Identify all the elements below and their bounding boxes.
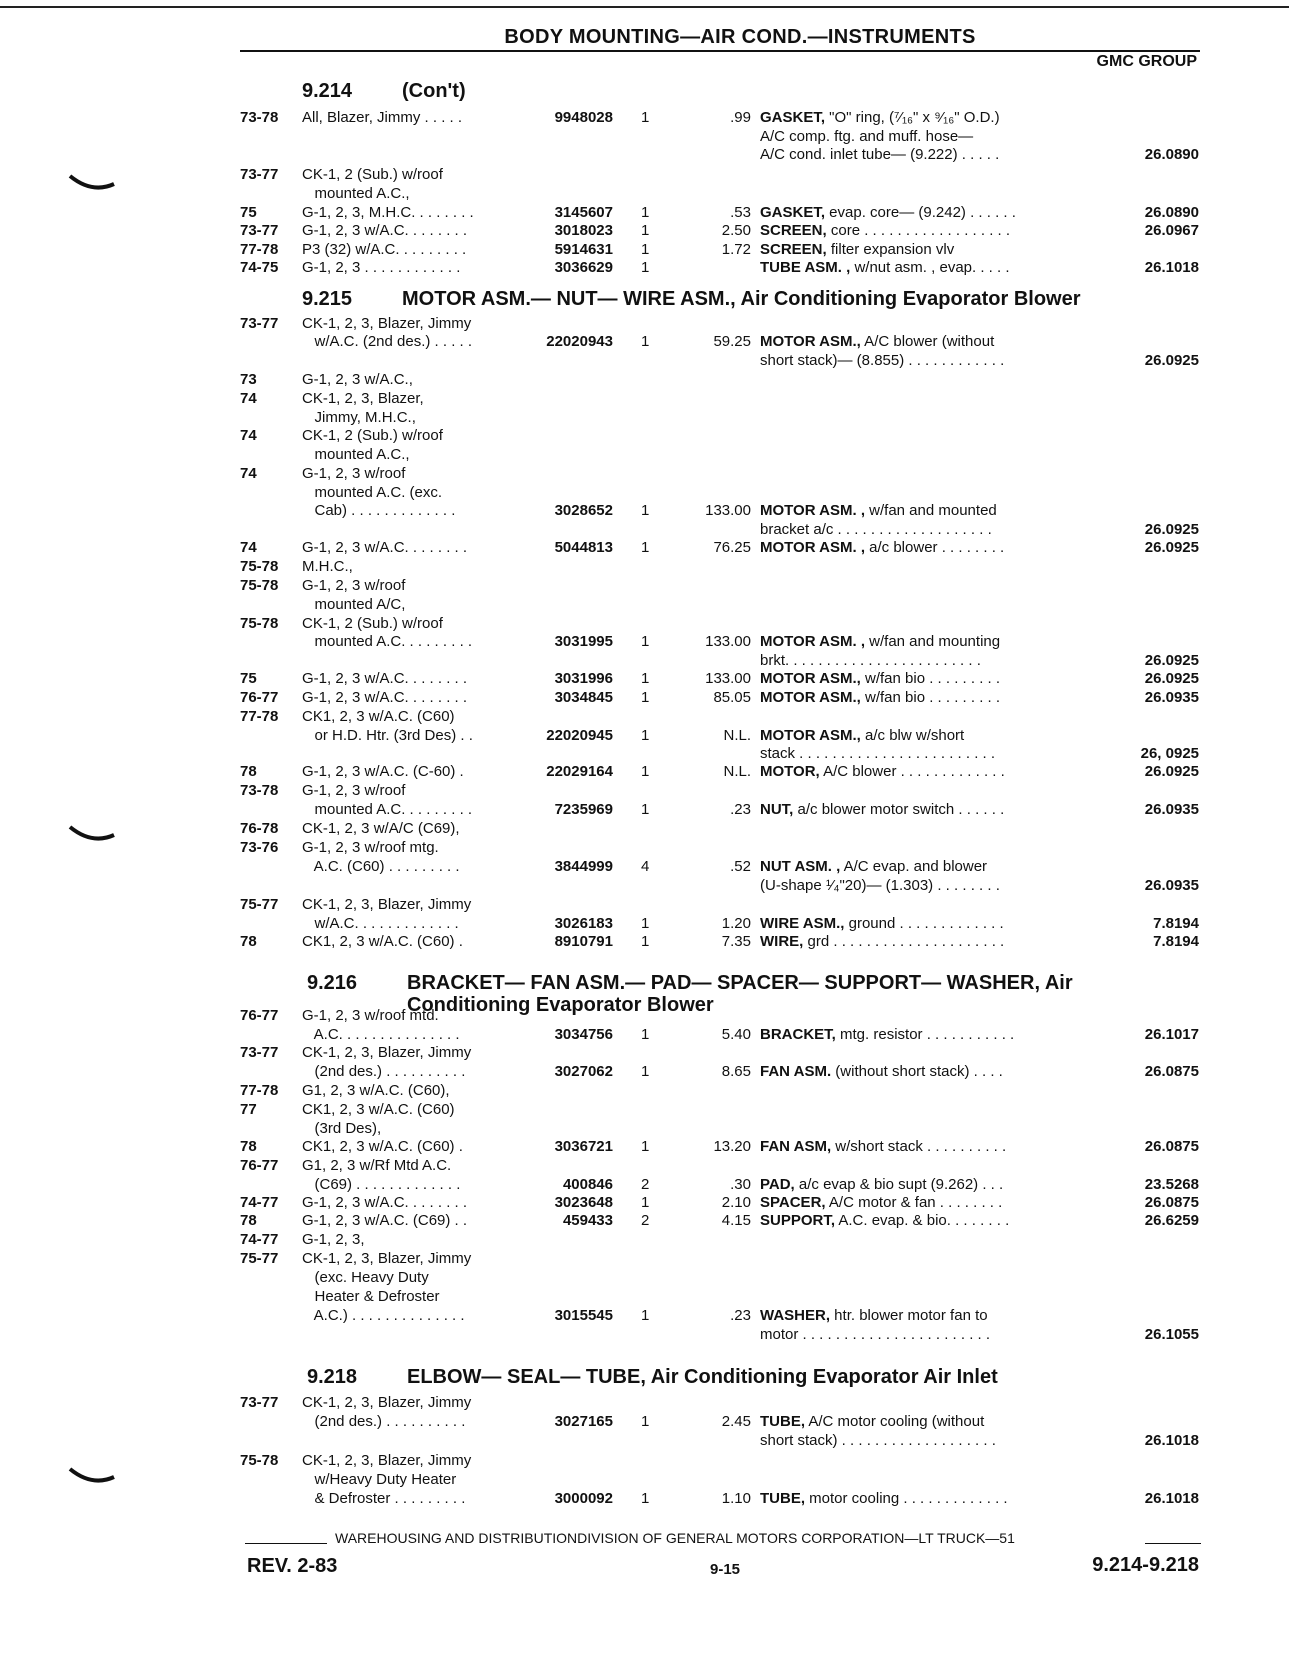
application: G-1, 2, 3 w/A.C. . . . . . . .	[302, 222, 468, 239]
application: G-1, 2, 3 w/A.C. . . . . . . .	[302, 1194, 468, 1211]
model-years: 73-78	[240, 782, 279, 799]
quantity: 1	[641, 109, 650, 126]
part-number: 3023648	[554, 1194, 613, 1211]
part-number: 5914631	[554, 241, 613, 258]
application: or H.D. Htr. (3rd Des) . .	[302, 727, 473, 744]
description: NUT, a/c blower motor switch . . . . . .	[760, 801, 1005, 818]
application: (exc. Heavy Duty	[302, 1269, 429, 1286]
model-years: 74	[240, 390, 257, 407]
application: G1, 2, 3 w/Rf Mtd A.C.	[302, 1157, 452, 1174]
model-years: 77-78	[240, 708, 279, 725]
part-number: 400846	[562, 1176, 613, 1193]
description: TUBE, A/C motor cooling (without	[760, 1413, 985, 1430]
application: CK-1, 2 (Sub.) w/roof	[302, 615, 443, 632]
catalog-group-number: 26.0925	[1144, 539, 1199, 556]
model-years: 75-78	[240, 615, 279, 632]
description-part-name: FAN ASM.	[760, 1063, 832, 1080]
description: MOTOR ASM., w/fan bio . . . . . . . . .	[760, 689, 1001, 706]
model-years: 73-78	[240, 109, 279, 126]
part-number: 3027062	[554, 1063, 613, 1080]
application: G-1, 2, 3 w/roof mtg.	[302, 839, 439, 856]
application: G-1, 2, 3 . . . . . . . . . . . .	[302, 259, 461, 276]
part-number: 3026183	[554, 915, 613, 932]
quantity: 1	[641, 763, 650, 780]
description: motor . . . . . . . . . . . . . . . . . . . . . . .	[760, 1326, 991, 1343]
quantity: 1	[641, 1413, 650, 1430]
application: (3rd Des),	[302, 1120, 382, 1137]
application: A.C. (C60) . . . . . . . . .	[302, 858, 460, 875]
catalog-group-number: 26.1018	[1144, 259, 1199, 276]
description: WIRE, grd . . . . . . . . . . . . . . . . . . . . .	[760, 933, 1005, 950]
quantity: 1	[641, 502, 650, 519]
application: w/A.C. . . . . . . . . . . . .	[302, 915, 459, 932]
catalog-group-number: 26, 0925	[1140, 745, 1199, 762]
part-number: 3027165	[554, 1413, 613, 1430]
part-number: 22020945	[546, 727, 613, 744]
top-border-line	[0, 6, 1289, 8]
description-part-name: FAN ASM,	[760, 1138, 832, 1155]
model-years: 75-77	[240, 896, 279, 913]
catalog-group-number: 26.0875	[1144, 1194, 1199, 1211]
description-part-name: TUBE,	[760, 1413, 805, 1430]
quantity: 1	[641, 1138, 650, 1155]
application: CK-1, 2, 3 w/A/C (C69),	[302, 820, 460, 837]
quantity: 1	[641, 1026, 650, 1043]
part-number: 3028652	[554, 502, 613, 519]
part-number: 3036629	[554, 259, 613, 276]
price: 133.00	[705, 633, 751, 650]
description-part-name: NUT,	[760, 801, 794, 818]
revision-label: REV. 2-83	[247, 1555, 338, 1577]
catalog-group-number: 23.5268	[1144, 1176, 1199, 1193]
description: A/C comp. ftg. and muff. hose—	[760, 128, 974, 145]
footer-rule-right	[1145, 1543, 1201, 1544]
quantity: 1	[641, 689, 650, 706]
part-number: 8910791	[554, 933, 613, 950]
application: CK1, 2, 3 w/A.C. (C60) .	[302, 1138, 463, 1155]
part-number: 22020943	[546, 333, 613, 350]
application: CK-1, 2, 3, Blazer, Jimmy	[302, 1250, 472, 1267]
application: P3 (32) w/A.C. . . . . . . . .	[302, 241, 467, 258]
model-years: 73	[240, 371, 257, 388]
catalog-group-number: 26.0890	[1144, 146, 1199, 163]
section-number: 9.216	[307, 972, 358, 994]
quantity: 1	[641, 1063, 650, 1080]
description: WASHER, htr. blower motor fan to	[760, 1307, 988, 1324]
description-part-name: MOTOR,	[760, 763, 820, 780]
description: SPACER, A/C motor & fan . . . . . . . .	[760, 1194, 1003, 1211]
description: GASKET, evap. core— (9.242) . . . . . .	[760, 204, 1016, 221]
part-number: 3145607	[554, 204, 613, 221]
model-years: 73-76	[240, 839, 279, 856]
model-years: 74	[240, 427, 257, 444]
application: mounted A.C. . . . . . . . .	[302, 801, 473, 818]
footer-text: WAREHOUSING AND DISTRIBUTIONDIVISION OF GENERAL MOTORS CORPORATION—LT TRUCK—51	[335, 1530, 1015, 1546]
application: (2nd des.) . . . . . . . . . .	[302, 1063, 466, 1080]
quantity: 1	[641, 222, 650, 239]
model-years: 77-78	[240, 241, 279, 258]
catalog-group-number: 26.1018	[1144, 1490, 1199, 1507]
description: PAD, a/c evap & bio supt (9.262) . . .	[760, 1176, 1004, 1193]
application: (2nd des.) . . . . . . . . . .	[302, 1413, 466, 1430]
quantity: 1	[641, 1490, 650, 1507]
quantity: 1	[641, 204, 650, 221]
description: FAN ASM, w/short stack . . . . . . . . . .	[760, 1138, 1007, 1155]
application: G-1, 2, 3 w/roof mtd.	[302, 1007, 439, 1024]
application: G-1, 2, 3 w/A.C.,	[302, 371, 413, 388]
part-number: 3031996	[554, 670, 613, 687]
footer-line	[245, 1530, 1201, 1546]
application: CK-1, 2, 3, Blazer, Jimmy	[302, 896, 472, 913]
application: Cab) . . . . . . . . . . . . .	[302, 502, 456, 519]
quantity: 1	[641, 1307, 650, 1324]
model-years: 75-78	[240, 558, 279, 575]
section-number: 9.218	[307, 1366, 358, 1388]
application: CK1, 2, 3 w/A.C. (C60) .	[302, 933, 463, 950]
quantity: 1	[641, 1194, 650, 1211]
description: MOTOR ASM., a/c blw w/short	[760, 727, 965, 744]
model-years: 78	[240, 933, 257, 950]
catalog-group-number: 26.0925	[1144, 521, 1199, 538]
description: SCREEN, filter expansion vlv	[760, 241, 955, 258]
application: CK-1, 2, 3, Blazer, Jimmy	[302, 1394, 472, 1411]
description: TUBE, motor cooling . . . . . . . . . . . . .	[760, 1490, 1008, 1507]
section-title: BRACKET— FAN ASM.— PAD— SPACER— SUPPORT— WASHER, Air Conditioning Evaporator Blower	[407, 972, 1073, 1016]
application: G1, 2, 3 w/A.C. (C60),	[302, 1082, 450, 1099]
description-part-name: SUPPORT,	[760, 1212, 836, 1229]
section-range: 9.214-9.218	[1092, 1554, 1199, 1576]
price: 85.05	[713, 689, 751, 706]
price: .99	[730, 109, 751, 126]
page-number: 9-15	[710, 1561, 741, 1578]
application: G-1, 2, 3 w/A.C. . . . . . . .	[302, 689, 468, 706]
description-part-name: BRACKET,	[760, 1026, 836, 1043]
application: A.C. . . . . . . . . . . . . . .	[302, 1026, 460, 1043]
quantity: 1	[641, 801, 650, 818]
model-years: 76-77	[240, 689, 279, 706]
description: MOTOR, A/C blower . . . . . . . . . . . . .	[760, 763, 1005, 780]
description-part-name: WASHER,	[760, 1307, 831, 1324]
quantity: 1	[641, 915, 650, 932]
model-years: 75	[240, 204, 257, 221]
quantity: 1	[641, 670, 650, 687]
quantity: 1	[641, 539, 650, 556]
price: .23	[730, 1307, 751, 1324]
section-title: (Con't)	[402, 80, 466, 102]
price: 76.25	[713, 539, 751, 556]
application: G-1, 2, 3,	[302, 1231, 365, 1248]
application: G-1, 2, 3 w/roof	[302, 577, 406, 594]
model-years: 77-78	[240, 1082, 279, 1099]
catalog-group-number: 26.0935	[1144, 689, 1199, 706]
binder-hole-mark-icon	[68, 823, 116, 847]
catalog-group-number: 26.0935	[1144, 877, 1199, 894]
description-part-name: MOTOR ASM.,	[760, 670, 861, 687]
description-part-name: MOTOR ASM. ,	[760, 633, 865, 650]
part-number: 3034845	[554, 689, 613, 706]
page-title: BODY MOUNTING—AIR COND.—INSTRUMENTS	[504, 26, 976, 48]
application: G-1, 2, 3 w/A.C. . . . . . . .	[302, 539, 468, 556]
application: G-1, 2, 3 w/A.C. (C69) . .	[302, 1212, 468, 1229]
model-years: 74	[240, 539, 257, 556]
description-part-name: GASKET,	[760, 109, 826, 126]
price: 5.40	[721, 1026, 751, 1043]
quantity: 2	[641, 1176, 650, 1193]
binder-hole-mark-icon	[68, 172, 116, 196]
application: w/A.C. (2nd des.) . . . . .	[302, 333, 473, 350]
description: SUPPORT, A.C. evap. & bio. . . . . . . .	[760, 1212, 1010, 1229]
catalog-group-number: 26.0935	[1144, 801, 1199, 818]
model-years: 76-77	[240, 1157, 279, 1174]
description: WIRE ASM., ground . . . . . . . . . . . . .	[760, 915, 1004, 932]
quantity: 1	[641, 633, 650, 650]
application: CK1, 2, 3 w/A.C. (C60)	[302, 1101, 455, 1118]
description: MOTOR ASM. , w/fan and mounted	[760, 502, 997, 519]
section-title: ELBOW— SEAL— TUBE, Air Conditioning Evaporator Air Inlet	[407, 1366, 998, 1388]
model-years: 74-77	[240, 1194, 279, 1211]
price: .52	[730, 858, 751, 875]
description-part-name: TUBE,	[760, 1490, 805, 1507]
quantity: 1	[641, 933, 650, 950]
part-number: 3036721	[554, 1138, 613, 1155]
catalog-group-number: 7.8194	[1153, 915, 1199, 932]
application: M.H.C.,	[302, 558, 353, 575]
description-part-name: MOTOR ASM. ,	[760, 502, 865, 519]
description-part-name: TUBE ASM. ,	[760, 259, 851, 276]
model-years: 78	[240, 763, 257, 780]
catalog-group-number: 26.0925	[1144, 652, 1199, 669]
description: (U-shape ¹⁄₄"20)— (1.303) . . . . . . . .	[760, 877, 1000, 894]
part-number: 459433	[562, 1212, 613, 1229]
model-years: 75-77	[240, 1250, 279, 1267]
part-number: 3031995	[554, 633, 613, 650]
catalog-group-number: 26.1017	[1144, 1026, 1199, 1043]
part-number: 22029164	[546, 763, 613, 780]
application: CK-1, 2 (Sub.) w/roof	[302, 166, 443, 183]
model-years: 73-77	[240, 315, 279, 332]
description-part-name: SCREEN,	[760, 241, 827, 258]
catalog-group-number: 7.8194	[1153, 933, 1199, 950]
description-part-name: PAD,	[760, 1176, 795, 1193]
model-years: 73-77	[240, 222, 279, 239]
price: 1.10	[721, 1490, 751, 1507]
application: mounted A.C.,	[302, 446, 410, 463]
price: N.L.	[723, 763, 751, 780]
price: .23	[730, 801, 751, 818]
catalog-group-number: 26.0875	[1144, 1063, 1199, 1080]
application: CK-1, 2, 3, Blazer, Jimmy	[302, 1452, 472, 1469]
model-years: 75	[240, 670, 257, 687]
price: 8.65	[721, 1063, 751, 1080]
application: CK1, 2, 3 w/A.C. (C60)	[302, 708, 455, 725]
application: CK-1, 2, 3, Blazer,	[302, 390, 424, 407]
catalog-group-number: 26.0925	[1144, 763, 1199, 780]
application: mounted A/C,	[302, 596, 406, 613]
application: mounted A.C.,	[302, 185, 410, 202]
price: 59.25	[713, 333, 751, 350]
model-years: 73-77	[240, 166, 279, 183]
description-part-name: WIRE ASM.,	[760, 915, 845, 932]
model-years: 75-78	[240, 1452, 279, 1469]
description: GASKET, "O" ring, (⁷⁄₁₆" x ⁹⁄₁₆" O.D.)	[760, 109, 1000, 126]
application: mounted A.C. . . . . . . . .	[302, 633, 473, 650]
catalog-group-number: 26.1055	[1144, 1326, 1199, 1343]
catalog-group-number: 26.0875	[1144, 1138, 1199, 1155]
description: FAN ASM. (without short stack) . . . .	[760, 1063, 1003, 1080]
application: w/Heavy Duty Heater	[302, 1471, 457, 1488]
application: G-1, 2, 3 w/A.C. . . . . . . .	[302, 670, 468, 687]
price: 2.50	[721, 222, 751, 239]
price: 133.00	[705, 670, 751, 687]
application: G-1, 2, 3 w/A.C. (C-60) .	[302, 763, 464, 780]
model-years: 78	[240, 1212, 257, 1229]
catalog-group-number: 26.0925	[1144, 352, 1199, 369]
section-number: 9.215	[302, 288, 353, 310]
part-number: 3034756	[554, 1026, 613, 1043]
description: A/C cond. inlet tube— (9.222) . . . . .	[760, 146, 1000, 163]
price: 1.72	[721, 241, 751, 258]
description-part-name: GASKET,	[760, 204, 826, 221]
price: .53	[730, 204, 751, 221]
price: 133.00	[705, 502, 751, 519]
description: MOTOR ASM. , a/c blower . . . . . . . .	[760, 539, 1005, 556]
catalog-group-number: 26.1018	[1144, 1432, 1199, 1449]
description-part-name: MOTOR ASM.,	[760, 333, 861, 350]
description: short stack)— (8.855) . . . . . . . . . . . .	[760, 352, 1005, 369]
part-number: 5044813	[554, 539, 613, 556]
price: 4.15	[721, 1212, 751, 1229]
description: short stack) . . . . . . . . . . . . . . . . . . .	[760, 1432, 996, 1449]
catalog-group-number: 26.0967	[1144, 222, 1199, 239]
model-years: 74-77	[240, 1231, 279, 1248]
header-rule	[240, 50, 1200, 52]
application: All, Blazer, Jimmy . . . . .	[302, 109, 463, 126]
price: 1.20	[721, 915, 751, 932]
description: stack . . . . . . . . . . . . . . . . . . . . . . . .	[760, 745, 996, 762]
application: G-1, 2, 3, M.H.C. . . . . . . .	[302, 204, 474, 221]
model-years: 76-78	[240, 820, 279, 837]
application: CK-1, 2, 3, Blazer, Jimmy	[302, 1044, 472, 1061]
section-title: MOTOR ASM.— NUT— WIRE ASM., Air Conditioning Evaporator Blower	[402, 288, 1081, 310]
model-years: 77	[240, 1101, 257, 1118]
description: bracket a/c . . . . . . . . . . . . . . . . . . .	[760, 521, 992, 538]
price: 7.35	[721, 933, 751, 950]
description-part-name: NUT ASM. ,	[760, 858, 841, 875]
application: (C69) . . . . . . . . . . . . .	[302, 1176, 461, 1193]
part-number: 9948028	[554, 109, 613, 126]
quantity: 1	[641, 241, 650, 258]
description: brkt. . . . . . . . . . . . . . . . . . . . . . . .	[760, 652, 981, 669]
price: 13.20	[713, 1138, 751, 1155]
description: MOTOR ASM., A/C blower (without	[760, 333, 995, 350]
quantity: 4	[641, 858, 650, 875]
model-years: 74	[240, 465, 257, 482]
description-part-name: SPACER,	[760, 1194, 826, 1211]
price: 2.10	[721, 1194, 751, 1211]
application: Jimmy, M.H.C.,	[302, 409, 416, 426]
application: G-1, 2, 3 w/roof	[302, 782, 406, 799]
price: N.L.	[723, 727, 751, 744]
quantity: 2	[641, 1212, 650, 1229]
description: SCREEN, core . . . . . . . . . . . . . . . . . .	[760, 222, 1011, 239]
description-part-name: SCREEN,	[760, 222, 827, 239]
part-number: 7235969	[554, 801, 613, 818]
description: BRACKET, mtg. resistor . . . . . . . . . . .	[760, 1026, 1015, 1043]
footer-rule-left	[245, 1543, 327, 1544]
catalog-group-number: 26.0925	[1144, 670, 1199, 687]
model-years: 75-78	[240, 577, 279, 594]
application: mounted A.C. (exc.	[302, 484, 443, 501]
model-years: 78	[240, 1138, 257, 1155]
part-number: 3000092	[554, 1490, 613, 1507]
description-part-name: MOTOR ASM.,	[760, 727, 861, 744]
quantity: 1	[641, 333, 650, 350]
section-number: 9.214	[302, 80, 353, 102]
application: A.C.) . . . . . . . . . . . . . .	[302, 1307, 465, 1324]
description: MOTOR ASM., w/fan bio . . . . . . . . .	[760, 670, 1001, 687]
quantity: 1	[641, 259, 650, 276]
catalog-group-number: 26.6259	[1144, 1212, 1199, 1229]
group-label: GMC GROUP	[1096, 53, 1197, 70]
part-number: 3015545	[554, 1307, 613, 1324]
application: G-1, 2, 3 w/roof	[302, 465, 406, 482]
description-part-name: MOTOR ASM. ,	[760, 539, 865, 556]
part-number: 3844999	[554, 858, 613, 875]
description: MOTOR ASM. , w/fan and mounting	[760, 633, 1001, 650]
model-years: 74-75	[240, 259, 279, 276]
application: Heater & Defroster	[302, 1288, 440, 1305]
description: TUBE ASM. , w/nut asm. , evap. . . . .	[760, 259, 1010, 276]
application: & Defroster . . . . . . . . .	[302, 1490, 466, 1507]
price: 2.45	[721, 1413, 751, 1430]
binder-hole-mark-icon	[68, 1465, 116, 1489]
model-years: 73-77	[240, 1044, 279, 1061]
model-years: 73-77	[240, 1394, 279, 1411]
description: NUT ASM. , A/C evap. and blower	[760, 858, 988, 875]
model-years: 76-77	[240, 1007, 279, 1024]
application: CK-1, 2, 3, Blazer, Jimmy	[302, 315, 472, 332]
part-number: 3018023	[554, 222, 613, 239]
application: CK-1, 2 (Sub.) w/roof	[302, 427, 443, 444]
quantity: 1	[641, 727, 650, 744]
price: .30	[730, 1176, 751, 1193]
description-part-name: MOTOR ASM.,	[760, 689, 861, 706]
description-part-name: WIRE,	[760, 933, 804, 950]
catalog-group-number: 26.0890	[1144, 204, 1199, 221]
